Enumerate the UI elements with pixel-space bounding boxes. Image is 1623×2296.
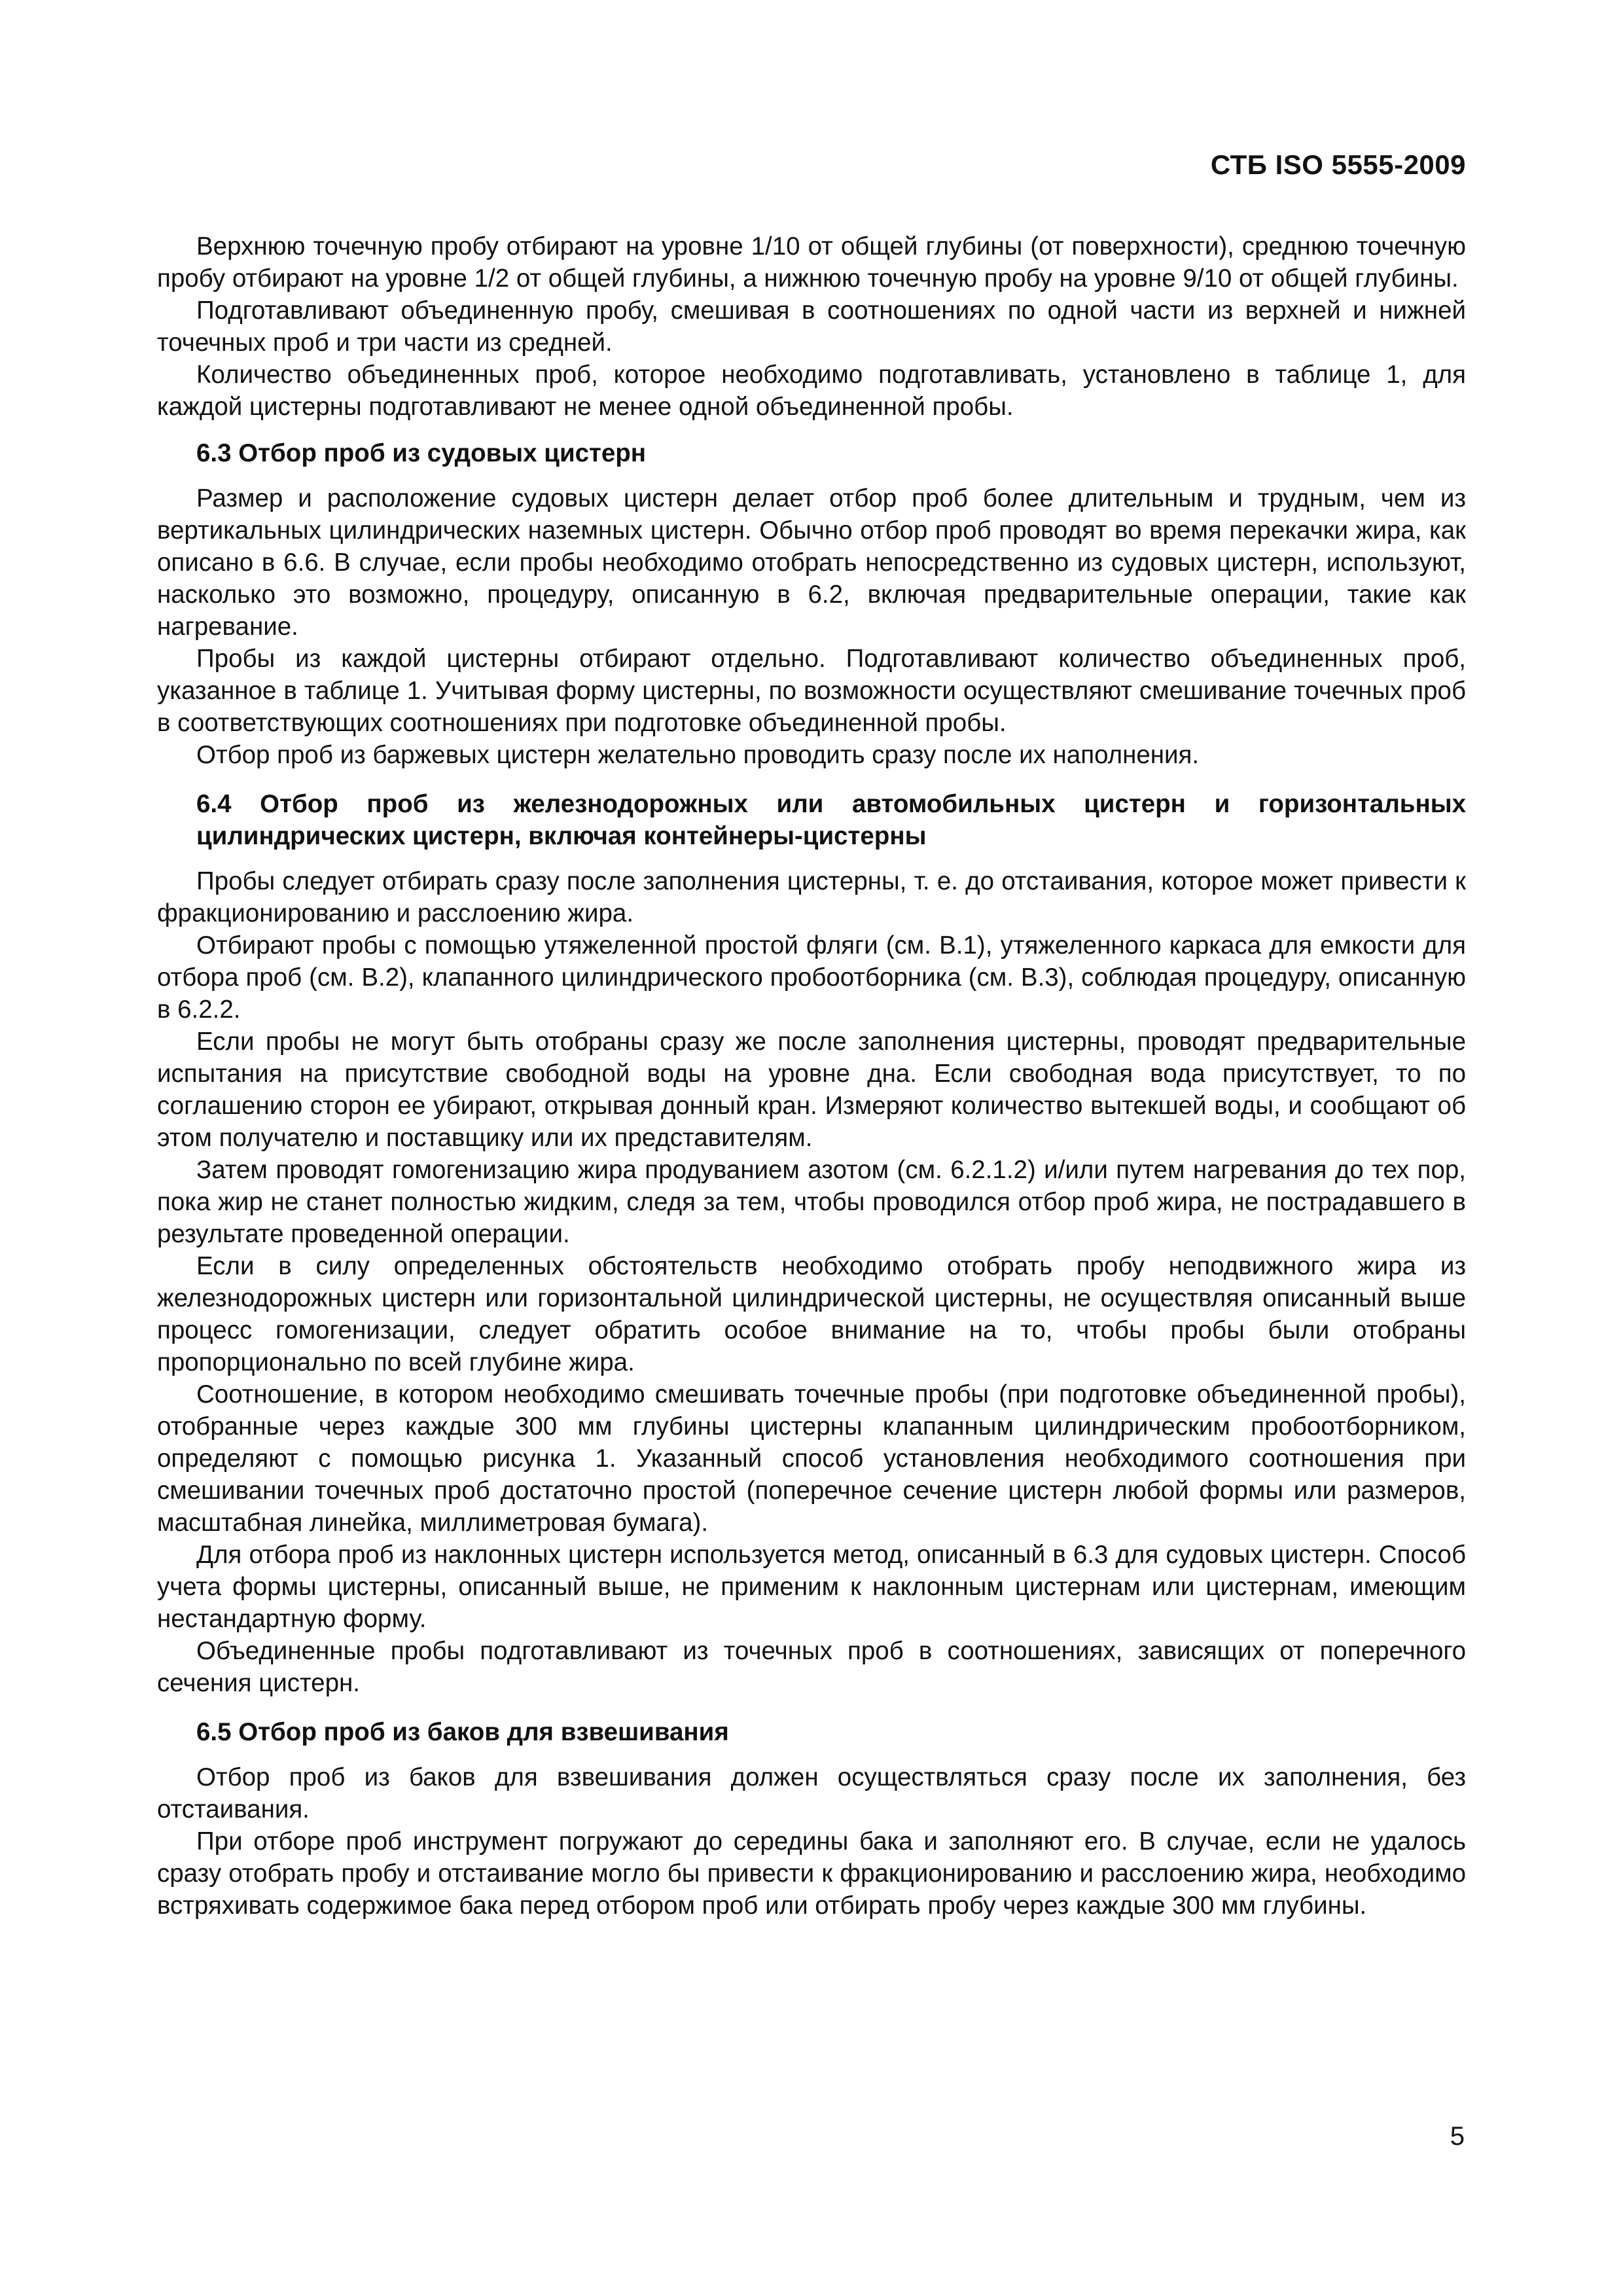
- section-6-5: [157, 1716, 1466, 1922]
- paragraph: Подготавливают объединенную пробу, смешивая в соотношениях по одной части из верхней и нижней точечных проб и три части из средней.: [157, 296, 1466, 357]
- paragraph: Отбор проб из баков для взвешивания должен осуществляться сразу после их заполнения, без отстаивания.: [157, 1763, 1466, 1823]
- paragraph: Размер и расположение судовых цистерн делает отбор проб более длительным и трудным, чем из вертикальных цилиндрических наземных цистерн. Обычно отбор проб проводят во время перекачки жира, как описано в 6.6. В случае, если пробы необходимо отобрать непосредственно из судовых цистерн, используют, насколько это возможно, процедуру, описанную в 6.2, включая предварительные операции, такие как нагревание.: [157, 484, 1466, 641]
- intro-block: [157, 230, 1466, 423]
- section-heading: 6.3 Отбор проб из судовых цистерн: [196, 439, 647, 467]
- paragraph: При отборе проб инструмент погружают до середины бака и заполняют его. В случае, если не удалось сразу отобрать пробу и отстаивание могло бы привести к фракционированию и расслоению жира, необходимо встряхивать содержимое бака перед отбором проб или отбирать пробу через каждые 300 мм глубины.: [157, 1827, 1466, 1920]
- section-6-4: [157, 788, 1466, 1699]
- document-code-header: СТБ ISO 5555-2009: [1210, 149, 1466, 180]
- section-heading: 6.5 Отбор проб из баков для взвешивания: [196, 1718, 729, 1746]
- page-number: 5: [1450, 2122, 1465, 2151]
- paragraph: Затем проводят гомогенизацию жира продуванием азотом (см. 6.2.1.2) и/или путем нагревания до тех пор, пока жир не станет полностью жидким, следя за тем, чтобы проводился отбор проб жира, не пострадавшего в результате проведенной операции.: [157, 1156, 1466, 1248]
- paragraph: Количество объединенных проб, которое необходимо подготавливать, установлено в таблице 1, для каждой цистерны подготавливают не менее одной объединенной пробы.: [157, 361, 1466, 421]
- paragraph: Соотношение, в котором необходимо смешивать точечные пробы (при подготовке объединенной пробы), отобранные через каждые 300 мм глубины цистерны клапанным цилиндрическим пробоотборником, определяют с помощью рисунка 1. Указанный способ установления необходимого соотношения при смешивании точечных проб достаточно простой (поперечное сечение цистерн любой формы или размеров, масштабная линейка, миллиметровая бумага).: [157, 1380, 1466, 1537]
- section-heading: 6.4 Отбор проб из железнодорожных или автомобильных цистерн и горизонтальных цилиндрических цистерн, включая контейнеры-цистерны: [196, 790, 1466, 850]
- paragraph: Пробы следует отбирать сразу после заполнения цистерны, т. е. до отстаивания, которое может привести к фракционированию и расслоению жира.: [157, 867, 1466, 927]
- paragraph: Отбирают пробы с помощью утяжеленной простой фляги (см. В.1), утяжеленного каркаса для емкости для отбора проб (см. В.2), клапанного цилиндрического пробоотборника (см. В.3), соблюдая процедуру, описанную в 6.2.2.: [157, 931, 1466, 1024]
- paragraph: Отбор проб из баржевых цистерн желательно проводить сразу после их наполнения.: [196, 741, 1200, 769]
- paragraph: Если в силу определенных обстоятельств необходимо отобрать пробу неподвижного жира из железнодорожных цистерн или горизонтальной цилиндрической цистерны, не осуществляя описанный выше процесс гомогенизации, следует обратить особое внимание на то, чтобы пробы были отобраны пропорционально по всей глубине жира.: [157, 1252, 1466, 1376]
- paragraph: Для отбора проб из наклонных цистерн используется метод, описанный в 6.3 для судовых цистерн. Способ учета формы цистерны, описанный выше, не применим к наклонным цистернам или цистернам, имеющим нестандартную форму.: [157, 1541, 1466, 1633]
- section-6-3: [157, 437, 1466, 771]
- paragraph: Объединенные пробы подготавливают из точечных проб в соотношениях, зависящих от поперечного сечения цистерн.: [157, 1637, 1466, 1697]
- paragraph: Пробы из каждой цистерны отбирают отдельно. Подготавливают количество объединенных проб, указанное в таблице 1. Учитывая форму цистерны, по возможности осуществляют смешивание точечных проб в соответствующих соотношениях при подготовке объединенной пробы.: [157, 645, 1466, 737]
- paragraph: Если пробы не могут быть отобраны сразу же после заполнения цистерны, проводят предварительные испытания на присутствие свободной воды на уровне дна. Если свободная вода присутствует, то по соглашению сторон ее убирают, открывая донный кран. Измеряют количество вытекшей воды, и сообщают об этом получателю и поставщику или их представителям.: [157, 1028, 1466, 1152]
- document-body: [157, 230, 1466, 1922]
- paragraph: Верхнюю точечную пробу отбирают на уровне 1/10 от общей глубины (от поверхности), среднюю точечную пробу отбирают на уровне 1/2 от общей глубины, а нижнюю точечную пробу на уровне 9/10 от общей глубины.: [157, 232, 1466, 293]
